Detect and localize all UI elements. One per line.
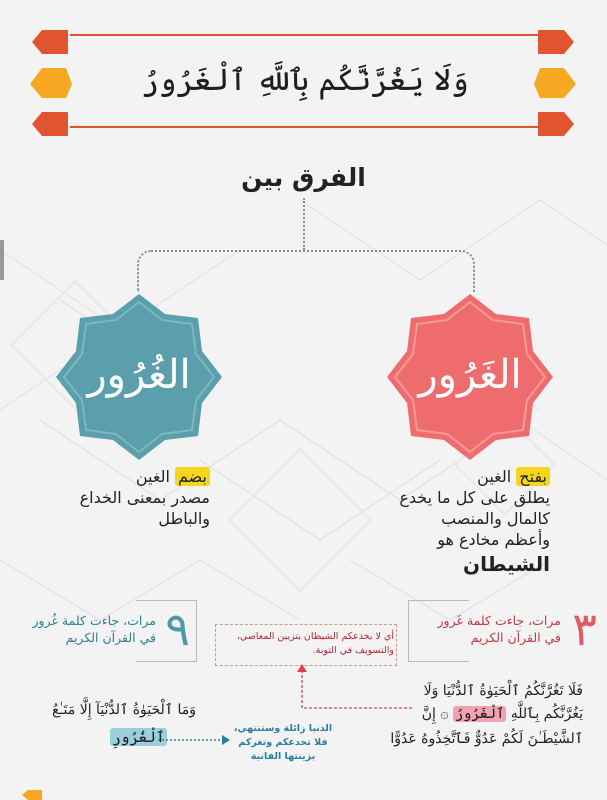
right-desc-line2: يطلق على كل ما يخدع	[399, 488, 550, 507]
right-verse-highlight: ٱلْغَرُورُ	[455, 706, 505, 722]
right-desc-line4: وأعظم مخادع هو	[437, 530, 550, 549]
left-count-text: مرات، جاءت كلمة غُرور في القرآن الكريم	[32, 613, 156, 645]
right-count-bottom-rule	[409, 661, 469, 662]
left-desc-line2: مصدر بمعنى الخداع	[79, 488, 210, 507]
right-term-description	[370, 466, 550, 575]
header-ornament-left	[28, 28, 72, 138]
tree-branch	[137, 250, 475, 292]
right-verse-line2-post: ۞ إِنَّ	[421, 706, 454, 722]
right-count-text: مرات، جاءت كلمة غَرور في القرآن الكريم	[437, 613, 561, 645]
left-term-badge	[54, 292, 224, 462]
red-note: أي لا يخدعكم الشيطان بتزيين المعاصي، والتسويف في التوبة.	[236, 631, 394, 656]
right-count-box	[408, 600, 601, 662]
right-verse-line2-pre: يَغُرَّنَّكُم بِٱللَّهِ	[506, 706, 583, 722]
left-count-number: ٩	[165, 602, 190, 656]
left-desc-line1-rest: الغين	[135, 467, 176, 486]
right-term-label: الغَرُور	[418, 352, 522, 398]
header-verse: وَلَا يَغُرَّنَّكُم بِٱللَّهِ ٱلْغَرُورُ	[141, 63, 469, 98]
right-desc-line3: كالمال والمنصب	[441, 509, 550, 528]
right-count-number: ٣	[572, 602, 597, 656]
right-desc-line1-rest: الغين	[477, 467, 517, 486]
right-count-top-rule	[409, 600, 469, 601]
header-top-rule	[70, 34, 540, 36]
corner-ornament	[22, 788, 44, 800]
left-verse-line1: وَمَا ٱلْحَيَوٰةُ ٱلدُّنْيَآ إِلَّا مَتَـٰعُ	[52, 702, 196, 718]
left-count-top-rule	[136, 600, 196, 601]
right-verse-line2	[422, 706, 583, 722]
header-ornament-right	[534, 28, 578, 138]
right-desc-line5: الشيطان	[463, 552, 550, 576]
right-verse-line3: ٱلشَّيْطَـٰنَ لَكُمْ عَدُوٌّ فَٱتَّخِذُوهُ عَدُوًّا	[390, 731, 583, 747]
tree-stem	[303, 198, 305, 250]
left-term-label: الغُرُور	[87, 352, 191, 398]
right-verse-line1: فَلَا تَغُرَّنَّكُمُ ٱلْحَيَوٰةُ ٱلدُّنْيَا وَلَا	[423, 683, 583, 699]
header-bottom-rule	[70, 126, 540, 128]
right-desc-line1	[370, 466, 550, 487]
left-desc-line1	[60, 466, 210, 487]
left-term-description	[60, 466, 210, 529]
left-desc-highlight: بضم	[175, 467, 210, 486]
right-term-badge	[385, 292, 555, 462]
left-desc-line3: والباطل	[158, 509, 210, 528]
left-count-bottom-rule	[136, 661, 196, 662]
left-count-box	[6, 600, 197, 662]
arrow-right-icon	[158, 734, 232, 746]
left-verse-highlight: ٱلْغُرُورِ	[112, 728, 165, 746]
arrow-up-icon	[292, 664, 422, 714]
blue-note: الدنيا زائلة وستنتهي، فلا تخدعكم وتغركم بزينتها الفانية	[233, 723, 333, 762]
section-title: الفرق بين	[241, 163, 366, 192]
right-desc-highlight: بفتح	[516, 467, 550, 486]
